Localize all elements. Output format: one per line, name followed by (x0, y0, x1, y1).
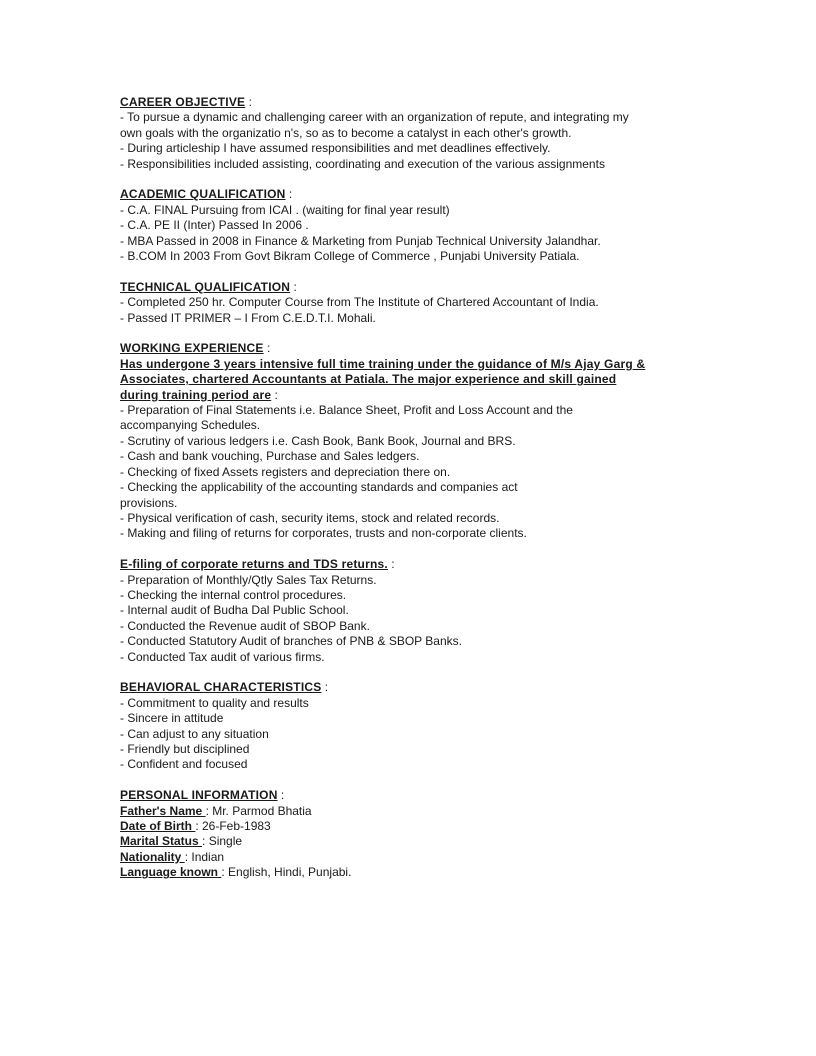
heading-colon: : (277, 788, 285, 803)
behavioral-line: - Friendly but disciplined (120, 741, 250, 756)
heading-colon: : (245, 95, 252, 109)
academic-line: - MBA Passed in 2008 in Finance & Marketing from Punjab Technical University Jalandhar. (120, 233, 601, 248)
date-of-birth-value: : 26-Feb-1983 (195, 819, 271, 833)
heading-colon: : (387, 557, 395, 572)
efiling-heading-line (120, 557, 720, 572)
nationality-label: Nationality (120, 849, 185, 864)
career-objective-heading: CAREER OBJECTIVE (120, 95, 246, 109)
experience-line: - Making and filing of returns for corporates, trusts and non-corporate clients. (120, 526, 527, 541)
nationality-row (120, 850, 720, 865)
technical-heading-line (120, 280, 720, 295)
experience-line: - Checking the applicability of the accounting standards and companies act (120, 480, 518, 495)
experience-intro-text: Associates, chartered Accountants at Patiala. The major experience and skill gained (120, 372, 617, 387)
career-objective-line: - Responsibilities included assisting, coordinating and execution of the various assignments (120, 156, 605, 171)
experience-line: - Preparation of Final Statements i.e. Balance Sheet, Profit and Loss Account and the (120, 403, 573, 418)
experience-line: - Cash and bank vouching, Purchase and Sales ledgers. (120, 449, 420, 464)
behavioral-line: - Confident and focused (120, 757, 248, 772)
technical-heading: TECHNICAL QUALIFICATION (120, 279, 291, 294)
behavioral-heading: BEHAVIORAL CHARACTERISTICS (120, 680, 322, 695)
efiling-line: - Conducted Tax audit of various firms. (120, 649, 325, 664)
career-objective-line: - During articleship I have assumed responsibilities and met deadlines effectively. (120, 141, 551, 156)
experience-intro-line (120, 357, 720, 372)
language-known-value: : English, Hindi, Punjabi. (221, 865, 352, 880)
behavioral-line: - Commitment to quality and results (120, 695, 309, 710)
marital-status-value: : Single (202, 834, 243, 849)
experience-line: provisions. (120, 495, 178, 510)
experience-line: accompanying Schedules. (120, 418, 261, 433)
career-objective-line: - To pursue a dynamic and challenging career with an organization of repute, and integrating my (120, 110, 629, 125)
personal-heading: PERSONAL INFORMATION (120, 788, 278, 803)
efiling-line: - Checking the internal control procedures. (120, 587, 347, 602)
experience-line: - Scrutiny of various ledgers i.e. Cash Book, Bank Book, Journal and BRS. (120, 433, 516, 448)
heading-colon: : (285, 187, 293, 202)
resume-page (120, 95, 720, 896)
efiling-line: - Internal audit of Budha Dal Public School. (120, 603, 349, 618)
date-of-birth-row (120, 819, 720, 834)
experience-line: - Physical verification of cash, security items, stock and related records. (120, 510, 500, 525)
technical-qualification-section (120, 280, 720, 326)
personal-heading-line (120, 788, 720, 803)
academic-line: - C.A. PE II (Inter) Passed In 2006 . (120, 218, 309, 233)
personal-information-section (120, 788, 720, 880)
experience-intro-line (120, 372, 720, 387)
intro-colon: : (271, 387, 278, 402)
language-known-row (120, 865, 720, 880)
technical-line: - Passed IT PRIMER – I From C.E.D.T.I. Mohali. (120, 310, 376, 325)
behavioral-line: - Can adjust to any situation (120, 726, 269, 741)
fathers-name-row (120, 804, 720, 819)
marital-status-row (120, 834, 720, 849)
academic-qualification-section (120, 187, 720, 264)
experience-heading-line (120, 341, 720, 356)
efiling-line: - Conducted the Revenue audit of SBOP Bank. (120, 618, 370, 633)
experience-line: - Checking of fixed Assets registers and depreciation there on. (120, 464, 451, 479)
efiling-section (120, 557, 720, 665)
academic-line: - C.A. FINAL Pursuing from ICAI . (waiting for final year result) (120, 202, 450, 217)
working-experience-section (120, 341, 720, 541)
academic-line: - B.COM In 2003 From Govt Bikram College of Commerce , Punjabi University Patiala. (120, 249, 580, 264)
heading-colon: : (290, 279, 297, 294)
academic-heading: ACADEMIC QUALIFICATION (120, 187, 286, 202)
experience-intro-line (120, 388, 720, 403)
fathers-name-value: : Mr. Parmod Bhatia (205, 803, 312, 818)
behavioral-line: - Sincere in attitude (120, 711, 224, 726)
date-of-birth-label: Date of Birth (120, 819, 196, 833)
career-objective-section (120, 95, 720, 172)
marital-status-label: Marital Status (120, 834, 203, 849)
experience-intro-text: during training period are (120, 387, 272, 402)
behavioral-heading-line (120, 680, 720, 695)
efiling-line: - Preparation of Monthly/Qtly Sales Tax Returns. (120, 572, 377, 587)
fathers-name-label: Father's Name (120, 803, 206, 818)
behavioral-section (120, 680, 720, 772)
experience-heading: WORKING EXPERIENCE (120, 341, 264, 356)
heading-colon: : (263, 341, 271, 356)
career-objective-heading-line (120, 95, 720, 110)
heading-colon: : (321, 680, 329, 695)
efiling-heading: E-filing of corporate returns and TDS returns. (120, 557, 388, 572)
technical-line: - Completed 250 hr. Computer Course from The Institute of Chartered Accountant of India. (120, 295, 599, 310)
nationality-value: : Indian (184, 849, 225, 864)
efiling-line: - Conducted Statutory Audit of branches of PNB & SBOP Banks. (120, 634, 462, 649)
academic-heading-line (120, 187, 720, 202)
experience-intro-text: Has undergone 3 years intensive full time training under the guidance of M/s Ajay Garg & (120, 356, 646, 371)
language-known-label: Language known (120, 865, 222, 880)
career-objective-line: own goals with the organizatio n's, so as to become a catalyst in each other's growth. (120, 125, 572, 140)
